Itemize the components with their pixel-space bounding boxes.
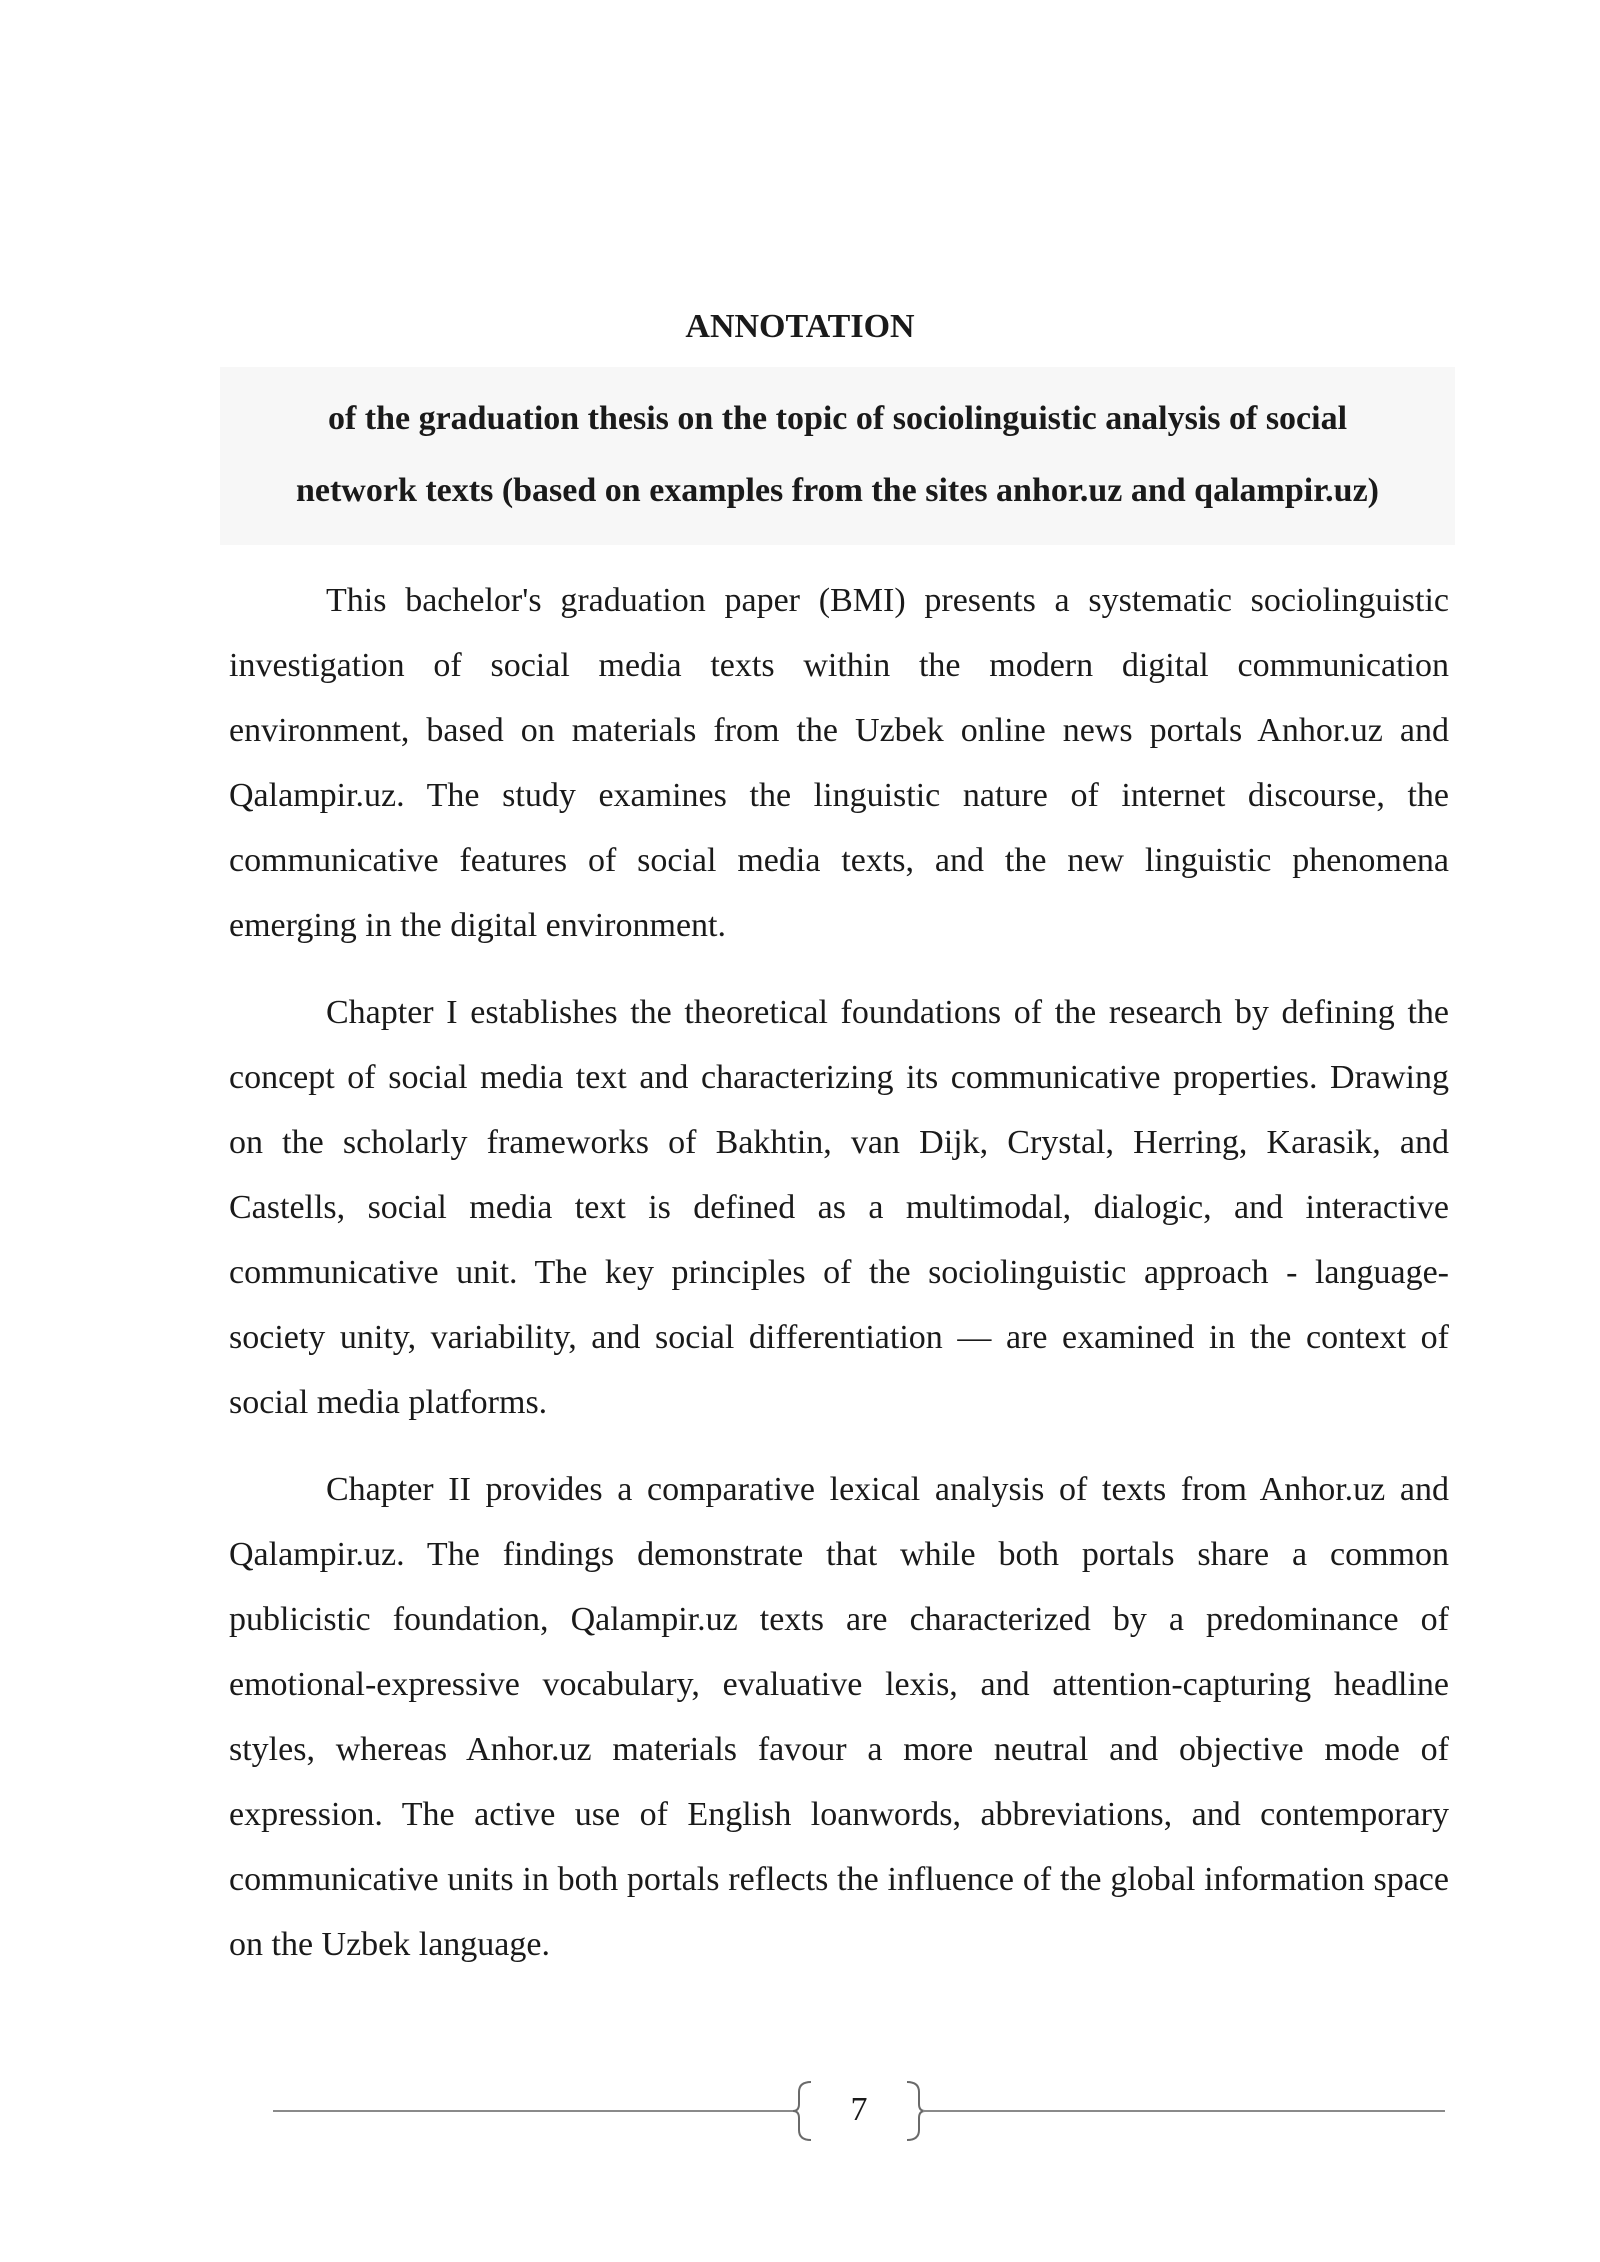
subtitle-line: of the graduation thesis on the topic of sociolinguistic analysis of social: [327, 400, 1348, 437]
paragraph-chapter-one: Chapter I establishes the theoretical foundations of the research by defining the concept of social media text and characterizing its communicative properties. Drawing on the scholarly frameworks of Bakhtin, van Dijk, Crystal, Herring, Karasik, and Castells, social media text is defined as a multimodal, dialogic, and interactive communicative unit. The key principles of the sociolinguistic approach - language-society unity, variability, and social differentiation — are examined in the context of social media platforms.: [229, 994, 1449, 1421]
paragraph-chapter-two: Chapter II provides a comparative lexical analysis of texts from Anhor.uz and Qalampir.uz. The findings demonstrate that while both portals share a common publicistic foundation, Qalampir.uz texts are characterized by a predominance of emotional-expressive vocabulary, evaluative lexis, and attention-capturing headline styles, whereas Anhor.uz materials favour a more neutral and objective mode of expression. The active use of English loanwords, abbreviations, and contemporary communicative units in both portals reflects the influence of the global information space on the Uzbek language.: [229, 1471, 1449, 1963]
subtitle-line: network texts (based on examples from the sites anhor.uz and qalampir.uz): [295, 472, 1379, 509]
annotation-title: ANNOTATION: [685, 308, 915, 345]
footer-rule-right: [923, 2110, 1445, 2112]
paragraph-introduction: This bachelor's graduation paper (BMI) presents a systematic sociolinguistic investigation of social media texts within the modern digital communication environment, based on materials from the Uzbek online news portals Anhor.uz and Qalampir.uz. The study examines the linguistic nature of internet discourse, the communicative features of social media texts, and the new linguistic phenomena emerging in the digital environment.: [229, 582, 1449, 944]
footer-rule-left: [273, 2110, 795, 2112]
annotation-body: [229, 568, 1449, 1999]
page-footer: [273, 2080, 1445, 2142]
page-number: 7: [850, 2091, 868, 2128]
left-brace-icon: [791, 2080, 815, 2142]
thesis-subtitle: [220, 367, 1455, 545]
